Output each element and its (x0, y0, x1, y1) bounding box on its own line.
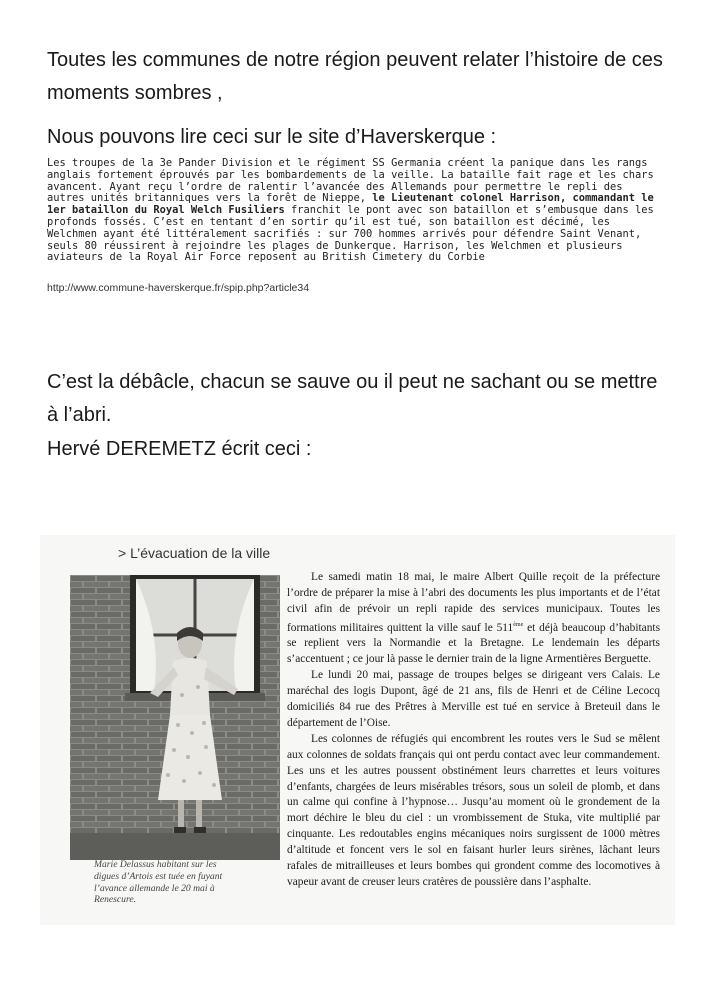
p1-text: Le samedi matin 18 mai, le maire Albert Quille reçoit de la préfecture l’ordre de préparer la mise à l’abri des documents les plus importants et de l’état civil afin de prévoir un repli rapide des services municipaux. Toutes les formations militaires quittent la ville sauf le 511 (287, 571, 660, 634)
quote-bold: le Lieutenant colonel Harrison, commandant le 1er bataillon du Royal Welch Fusiliers (47, 192, 654, 217)
photo-caption: Marie Delassus habitant sur les digues d’Artois est tuée en fuyant l’avance allemande le 20 mai à Renescure. (94, 859, 223, 906)
quote-part2: franchit le pont avec son bataillon et s’embusque dans les profonds fossés. C’est en tentant d’en sortir qu’il est tué, son bataillon est décimé, les Welchmen ayant été littéralement sacrifiés : sur 700 hommes arrivés pour défendre Saint Venant, seuls 80 réussirent à rejoindre les plages de Dunkerque. Harrison, les Welchmen et plusieurs aviateurs de la Royal Air Force reposent au British Cimetery du Corbie (47, 204, 654, 264)
book-scan (40, 535, 675, 925)
haverskerque-quote (47, 158, 663, 264)
article-paragraph-3: Les colonnes de réfugiés qui encombrent les routes vers le Sud se mêlent aux colonnes de soldats français qui ont perdu contact avec leur commandement. Les uns et les autres poussent obstinément leurs charrettes et leurs voitures d’enfants, chargées de leurs misérables trésors, sous un soleil de plomb, et dans un calme qui confine à l’hypnose… Jusqu’au moment où le grondement de la mort déchire le bleu du ciel : un vrombissement de Stuka, vite multiplié par cinquante. Les redoutables engins mécaniques noirs surgissent de 1000 mètres d’altitude et foncent vers le sol en faisant hurler leurs sirènes, lâchant leurs rafales de mitrailleuses et leurs bombes qui grondent comme des locomotives à vapeur avant de creuser leurs cratères de poussière dans l’asphalte. (287, 732, 660, 889)
source-url[interactable]: http://www.commune-haverskerque.fr/spip.php?article34 (47, 282, 310, 294)
p1-superscript: ème (513, 621, 524, 628)
haverskerque-lead: Nous pouvons lire ceci sur le site d’Haverskerque : (47, 126, 497, 148)
debacle-text: C’est la débâcle, chacun se sauve ou il peut ne sachant ou se mettre à l’abri. (47, 371, 658, 426)
woman-photo (70, 575, 280, 860)
section-title: > L’évacuation de la ville (118, 545, 271, 561)
p1-text-end: et déjà beaucoup d’habitants se replient vers la Normandie et la Bretagne. Le lendemain les départs s’accentuent ; ce jour là passe le dernier train de la ligne Armentières Berguette. (287, 621, 661, 666)
article-paragraph-1 (287, 570, 660, 668)
article-text (287, 570, 660, 891)
intro-text: Toutes les communes de notre région peuvent relater l’histoire de ces moments sombres , (47, 49, 663, 104)
article-paragraph-2: Le lundi 20 mai, passage de troupes belges se dirigeant vers Calais. Le maréchal des logis Dupont, âgé de 21 ans, fils de Henri et de Céline Lecocq domiciliés 84 rue des Prêtres à Merville est tué en service à Breteuil dans le département de l’Oise. (287, 669, 660, 729)
quote-part1: Les troupes de la 3e Pander Division et le régiment SS Germania créent la panique dans les rangs anglais fortement éprouvés par les bombardements de la veille. La bataille fait rage et les chars avancent. Ayant reçu l’ordre de ralentir l’avancée des Allemands pour permettre le repli des autres unités britanniques vers la forêt de Nieppe, (47, 157, 654, 205)
deremetz-lead: Hervé DEREMETZ écrit ceci : (47, 438, 312, 460)
